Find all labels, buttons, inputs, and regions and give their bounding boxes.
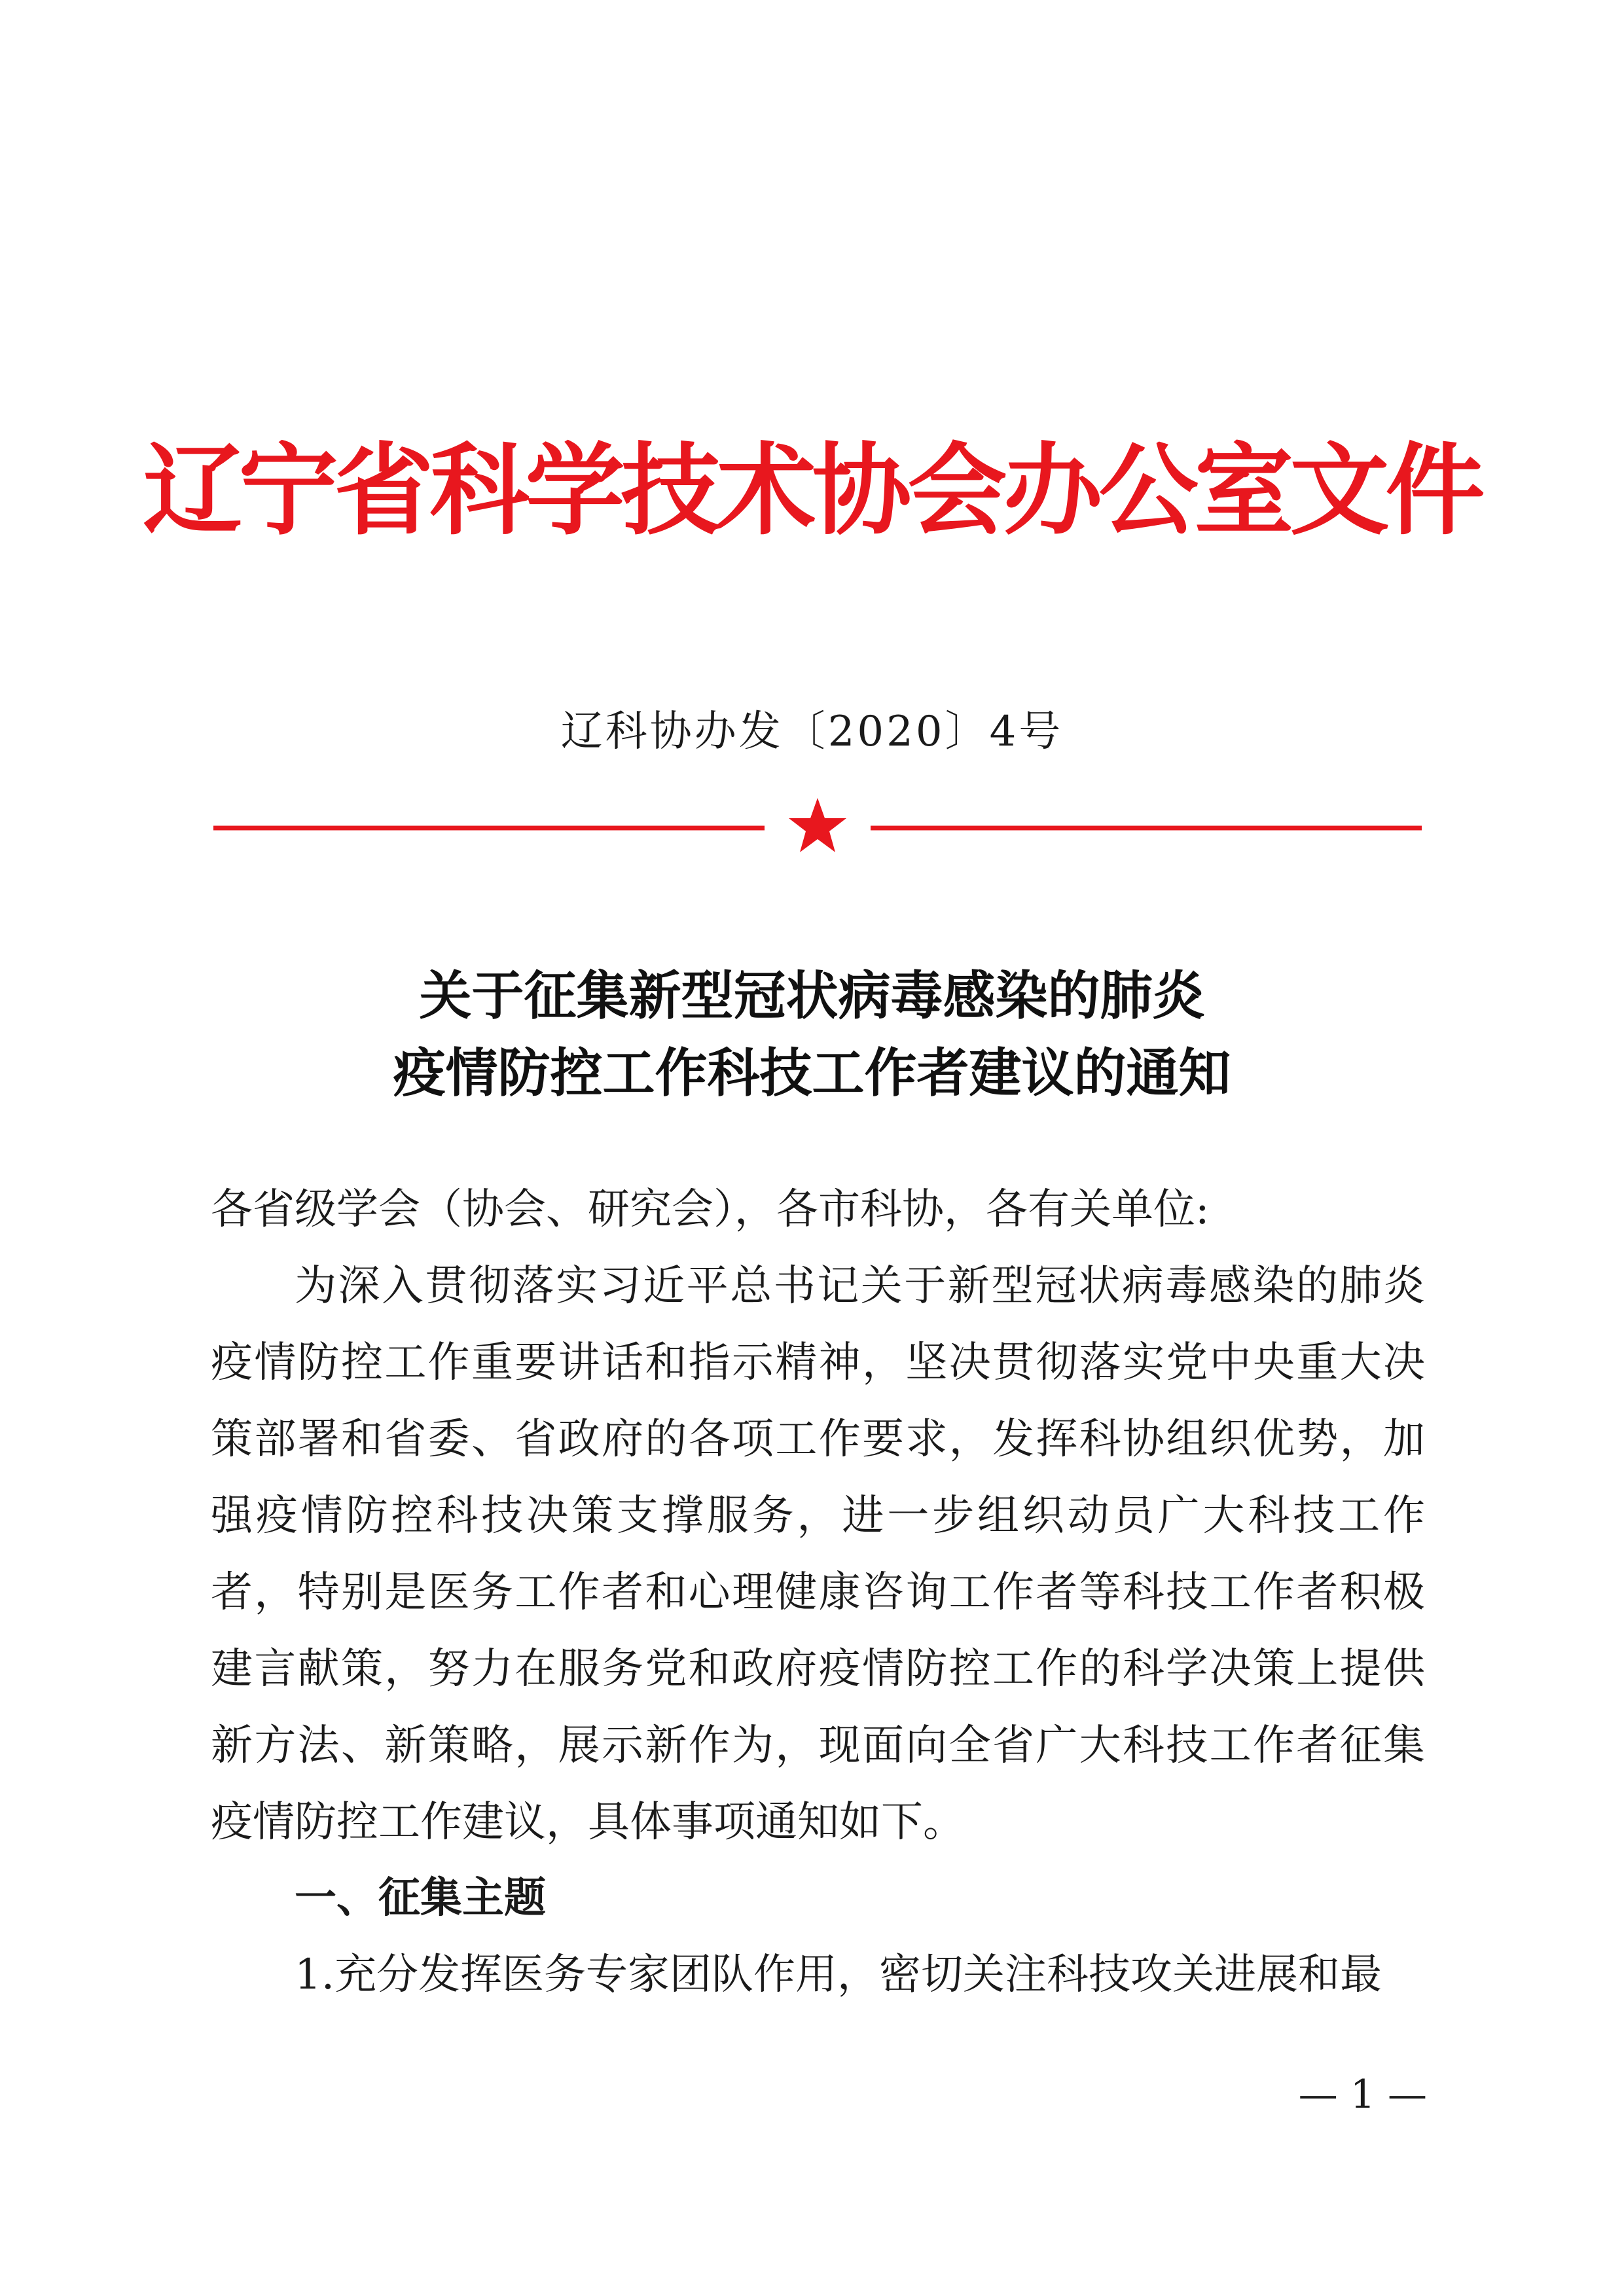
- section-heading: 一、征集主题: [295, 1874, 546, 1922]
- star-icon: [789, 798, 846, 852]
- page-number: — 1 —: [1298, 2072, 1427, 2118]
- masthead-title: 辽宁省科学技术协会办公室文件: [143, 433, 1481, 549]
- notice-title-line-1: 关于征集新型冠状病毒感染的肺炎: [419, 965, 1205, 1026]
- body-paragraph: 为深入贯彻落实习近平总书记关于新型冠状病毒感染的肺炎疫情防控工作重要讲话和指示精神，坚决贯彻落实党中央重大决策部署和省委、省政府的各项工作要求，发挥科协组织优势，加强疫情防控科技决策支撑服务，进一步组织动员广大科技工作者，特别是医务工作者和心理健康咨询工作者等科技工作者积极建言献策，努力在服务党和政府疫情防控工作的科学决策上提供新方法、新策略，展示新作为，现面向全省广大科技工作者征集疫情防控工作建议，具体事项通知如下。: [211, 1262, 1425, 1847]
- document-number: 辽科协办发〔2020〕4号: [560, 708, 1064, 756]
- section-item-1: 1.充分发挥医务专家团队作用，密切关注科技攻关进展和最: [295, 1951, 1382, 1999]
- notice-title-line-2: 疫情防控工作科技工作者建议的通知: [393, 1043, 1231, 1104]
- salutation: 各省级学会（协会、研究会），各市科协，各有关单位:: [211, 1185, 1210, 1234]
- red-divider: [213, 782, 1422, 874]
